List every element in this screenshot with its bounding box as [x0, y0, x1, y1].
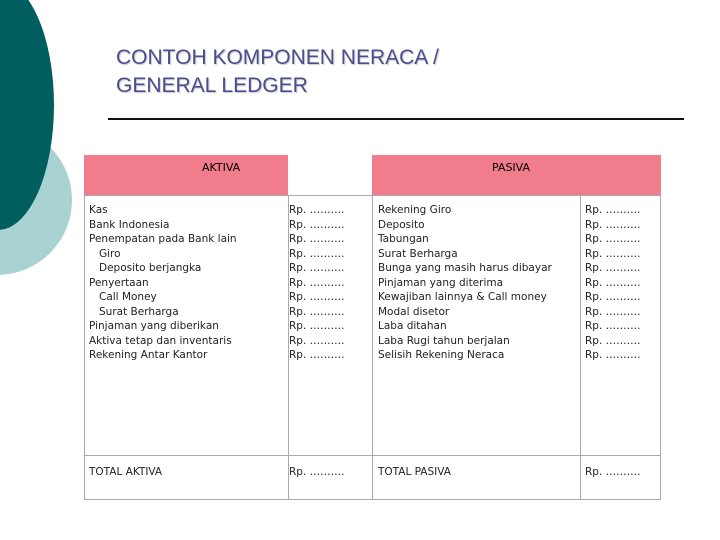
table-bottom-border	[84, 499, 661, 500]
pasiva-amount: Rp. ……….	[585, 276, 641, 289]
pasiva-item: Modal disetor	[378, 305, 450, 318]
header-aktiva	[84, 155, 288, 195]
aktiva-amount: Rp. ……….	[289, 233, 345, 245]
aktiva-item: Rekening Antar Kantor	[89, 349, 208, 361]
pasiva-amount: Rp. ……….	[585, 204, 641, 216]
aktiva-item: Penempatan pada Bank lain	[89, 233, 237, 245]
aktiva-amount: Rp. ……….	[289, 349, 345, 361]
pasiva-amount: Rp. ……….	[585, 305, 641, 318]
pasiva-item: Selisih Rekening Neraca	[378, 349, 505, 361]
pasiva-amount: Rp. ……….	[585, 218, 641, 231]
aktiva-amount: Rp. ……….	[289, 291, 345, 303]
aktiva-items-column	[89, 203, 237, 363]
total-pasiva-label: TOTAL PASIVA	[378, 466, 451, 478]
aktiva-item: Kas	[89, 204, 108, 216]
pasiva-amount: Rp. ……….	[585, 233, 641, 245]
pasiva-item: Rekening Giro	[378, 204, 452, 216]
pasiva-item: Tabungan	[378, 233, 429, 245]
title-underline	[108, 118, 684, 120]
pasiva-item: Deposito	[378, 218, 425, 231]
aktiva-item: Surat Berharga	[99, 305, 179, 318]
pasiva-amount: Rp. ……….	[585, 262, 641, 274]
aktiva-item: Pinjaman yang diberikan	[89, 320, 219, 332]
pasiva-item: Pinjaman yang diterima	[378, 276, 504, 289]
aktiva-amount: Rp. ……….	[289, 320, 345, 332]
aktiva-amount: Rp. ……….	[289, 247, 345, 260]
pasiva-amount: Rp. ……….	[585, 247, 641, 260]
header-aktiva-label: AKTIVA	[202, 161, 241, 174]
aktiva-item: Penyertaan	[89, 276, 149, 289]
pasiva-item: Surat Berharga	[378, 247, 458, 260]
pasiva-amount: Rp. ……….	[585, 349, 641, 361]
pasiva-amount: Rp. ……….	[585, 291, 641, 303]
total-pasiva-value: Rp. ……….	[585, 466, 641, 478]
decorative-circles	[0, 0, 80, 300]
pasiva-item: Kewajiban lainnya & Call money	[378, 291, 547, 303]
pasiva-amounts-column	[585, 203, 640, 363]
pasiva-items-column	[378, 203, 552, 363]
aktiva-item: Bank Indonesia	[89, 218, 170, 231]
pasiva-item: Laba Rugi tahun berjalan	[378, 334, 510, 347]
total-aktiva-value: Rp. ……….	[289, 466, 345, 478]
header-pasiva-label: PASIVA	[492, 161, 531, 174]
total-row-divider	[84, 455, 661, 456]
aktiva-amount: Rp. ……….	[289, 218, 345, 231]
pasiva-item: Bunga yang masih harus dibayar	[378, 262, 552, 274]
pasiva-item: Laba ditahan	[378, 320, 447, 332]
slide-title-line-2: GENERAL LEDGER	[116, 74, 308, 97]
aktiva-amount: Rp. ……….	[289, 334, 345, 347]
aktiva-amount: Rp. ……….	[289, 276, 345, 289]
ledger-table	[84, 155, 661, 500]
total-aktiva-label: TOTAL AKTIVA	[89, 466, 163, 478]
header-pasiva	[372, 155, 661, 195]
aktiva-item: Call Money	[99, 291, 157, 303]
aktiva-item: Aktiva tetap dan inventaris	[89, 334, 232, 347]
aktiva-amount: Rp. ……….	[289, 204, 345, 216]
slide-title-line-1: CONTOH KOMPONEN NERACA /	[116, 46, 439, 69]
pasiva-amount: Rp. ……….	[585, 334, 641, 347]
aktiva-amounts-column	[289, 203, 344, 363]
aktiva-item: Deposito berjangka	[99, 262, 202, 274]
aktiva-amount: Rp. ……….	[289, 262, 345, 274]
aktiva-amount: Rp. ……….	[289, 305, 345, 318]
slide-title	[116, 44, 439, 100]
aktiva-item: Giro	[99, 247, 121, 260]
pasiva-amount: Rp. ……….	[585, 320, 641, 332]
